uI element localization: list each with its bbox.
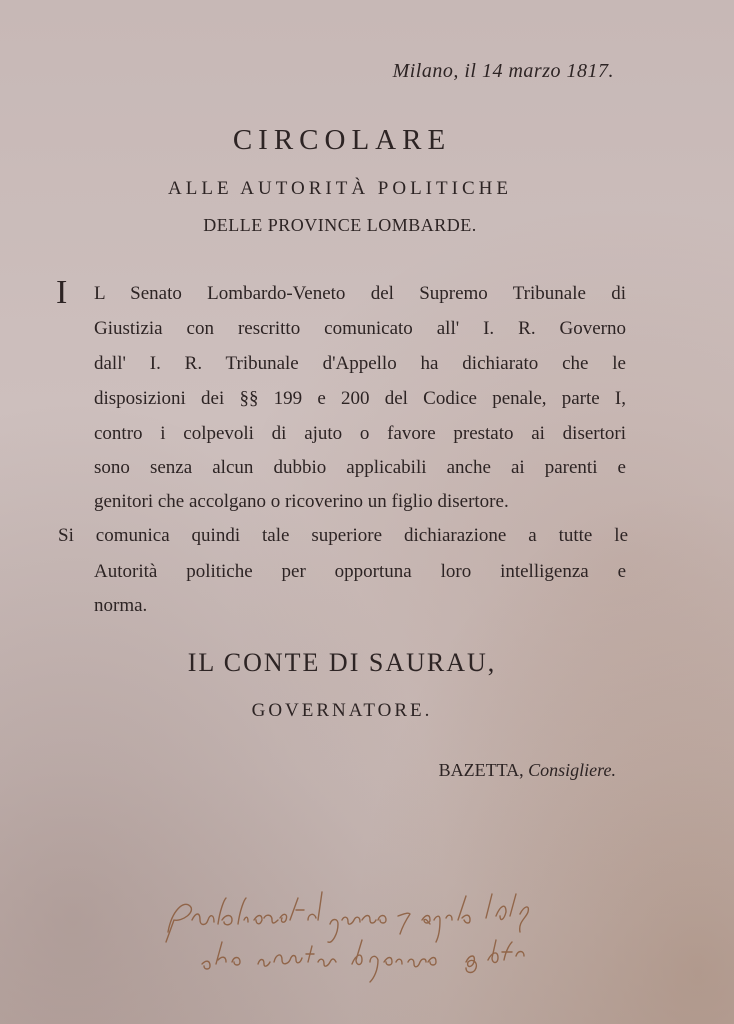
body-line: sono senza alcun dubbio applicabili anche ai parenti e	[94, 457, 626, 478]
body-line: L Senato Lombardo-Veneto del Supremo Tribunale di	[94, 283, 626, 304]
counsellor-name: BAZETTA,	[438, 760, 524, 780]
counsellor-signature	[439, 760, 616, 781]
body-line: norma.	[94, 595, 148, 616]
counsellor-role: Consigliere.	[528, 760, 616, 780]
body-line: Si comunica quindi tale superiore dichiarazione a tutte le	[58, 525, 628, 546]
body-line: disposizioni dei §§ 199 e 200 del Codice penale, parte I,	[94, 388, 626, 409]
signatory-name: IL CONTE DI SAURAU,	[187, 648, 497, 677]
body-line: dall' I. R. Tribunale d'Appello ha dichiarato che le	[94, 353, 626, 374]
handwritten-note-image	[162, 880, 582, 990]
body-line: genitori che accolgano o ricoverino un figlio disertore.	[94, 491, 509, 512]
body-line: Giustizia con rescritto comunicato all' I. R. Governo	[94, 318, 626, 339]
document-subtitle-line2: DELLE PROVINCE LOMBARDE.	[203, 215, 477, 235]
document-date: Milano, il 14 marzo 1817.	[392, 60, 614, 82]
signatory-title: GOVERNATORE.	[251, 700, 433, 721]
body-line: Autorità politiche per opportuna loro intelligenza e	[94, 561, 626, 582]
drop-cap: I	[56, 274, 68, 311]
document-title: CIRCOLARE	[232, 124, 452, 156]
document-subtitle-line1: ALLE AUTORITÀ POLITICHE	[168, 178, 512, 199]
body-line: contro i colpevoli di ajuto o favore prestato ai disertori	[94, 423, 626, 444]
